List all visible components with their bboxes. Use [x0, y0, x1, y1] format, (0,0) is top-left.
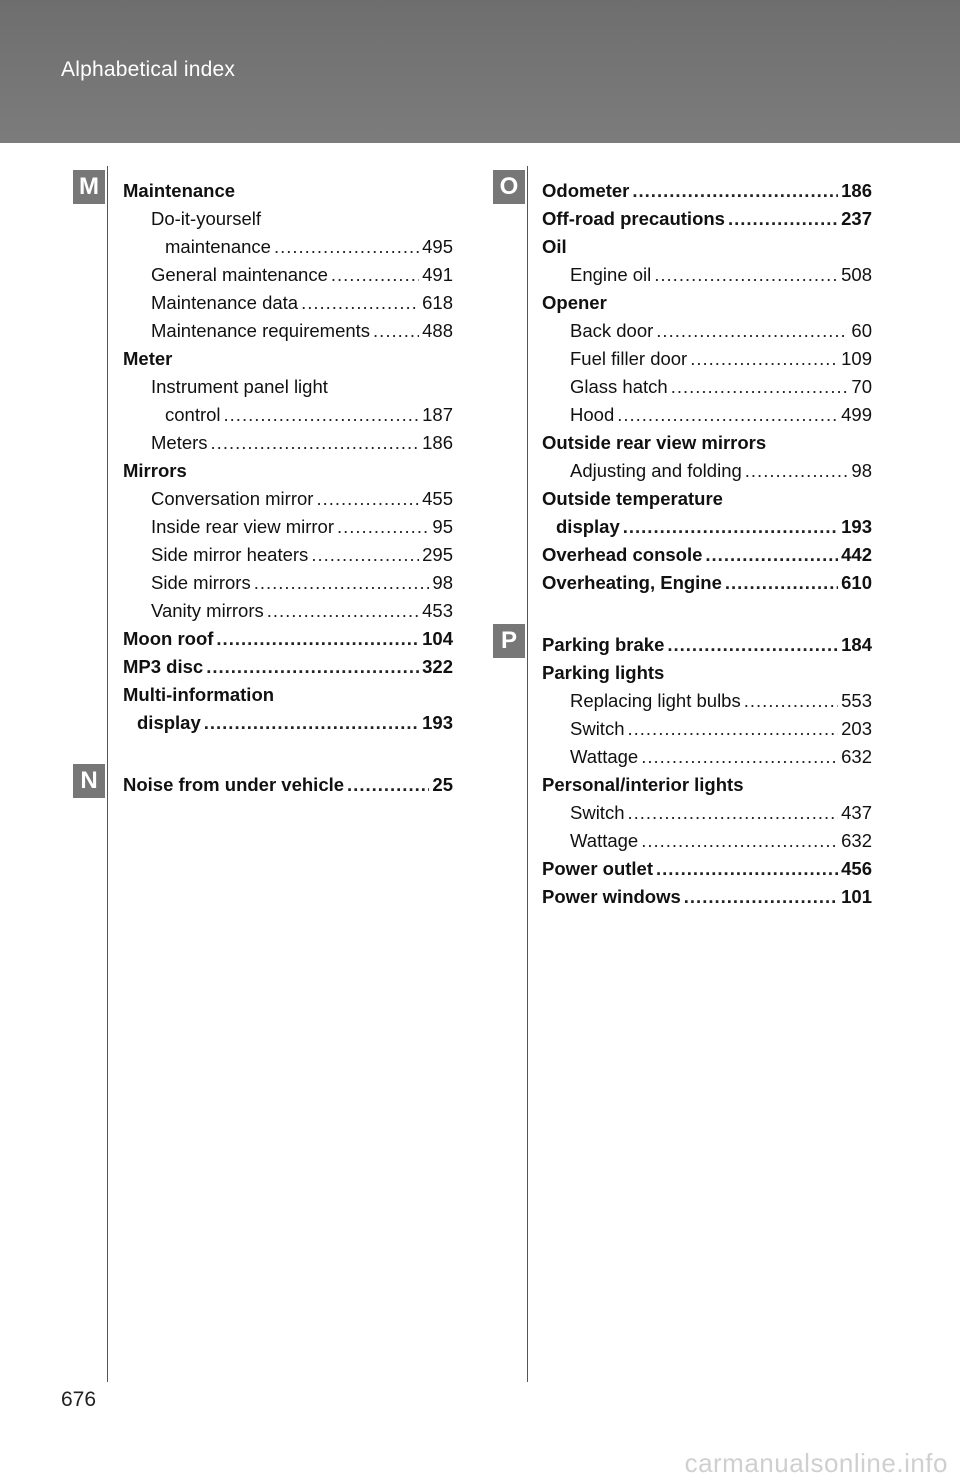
index-entry-label: Instrument panel light [151, 376, 328, 397]
dot-leader [206, 653, 419, 681]
index-entry [123, 541, 453, 569]
index-entry-label: Personal/interior lights [542, 774, 744, 795]
page-number: 676 [61, 1388, 97, 1411]
index-entry [542, 205, 872, 233]
dot-leader [667, 631, 838, 659]
dot-leader [744, 687, 838, 715]
index-entry-label: Adjusting and folding [570, 460, 742, 481]
index-entry [542, 883, 872, 911]
index-entry [542, 855, 872, 883]
index-entry-label: Mirrors [123, 460, 187, 481]
index-entry-label: Moon roof [123, 628, 214, 649]
index-entry [542, 513, 872, 541]
dot-leader [745, 457, 849, 485]
index-entry [123, 457, 453, 485]
index-entry-label: Replacing light bulbs [570, 690, 741, 711]
index-section-p [500, 627, 872, 911]
index-entry-label: Parking brake [542, 634, 665, 655]
index-entry-label: Power outlet [542, 858, 654, 879]
dot-leader [628, 715, 839, 743]
index-entry-page: 491 [422, 264, 453, 285]
index-entry-label: Meter [123, 348, 173, 369]
index-entry [123, 345, 453, 373]
index-entry-page: 193 [422, 712, 453, 733]
index-entry [123, 625, 453, 653]
dot-leader [725, 569, 838, 597]
index-entry-label: Glass hatch [570, 376, 668, 397]
index-entry [123, 681, 453, 709]
index-entry-page: 553 [841, 690, 872, 711]
dot-leader [267, 597, 419, 625]
index-entry-page: 187 [422, 404, 453, 425]
index-entry-label: Multi-information [123, 684, 275, 705]
index-entry-page: 98 [432, 572, 453, 593]
dot-leader [690, 345, 838, 373]
index-section-n [80, 767, 453, 799]
index-entry-label: Wattage [570, 830, 639, 851]
index-entry-label: Parking lights [542, 662, 665, 683]
index-entry [123, 205, 453, 233]
index-entry-label: Overheating, Engine [542, 572, 722, 593]
index-entry-label: Back door [570, 320, 654, 341]
index-entry-label: Opener [542, 292, 607, 313]
section-letter-tab: P [493, 624, 525, 658]
index-entry [542, 345, 872, 373]
index-entry-page: 495 [422, 236, 453, 257]
index-entry [542, 177, 872, 205]
index-entry-label: Fuel filler door [570, 348, 688, 369]
index-entry [123, 373, 453, 401]
index-entry-label: Side mirror heaters [151, 544, 309, 565]
index-entry-label: Outside rear view mirrors [542, 432, 767, 453]
index-entry-page: 104 [422, 628, 453, 649]
index-entry [542, 457, 872, 485]
index-entry [542, 743, 872, 771]
index-entry-page: 109 [841, 348, 872, 369]
index-entry [542, 261, 872, 289]
index-entry [542, 659, 872, 687]
index-entry [542, 429, 872, 457]
index-entry-page: 632 [841, 746, 872, 767]
index-entry-page: 632 [841, 830, 872, 851]
index-entry-label: Engine oil [570, 264, 652, 285]
index-entry-page: 184 [841, 634, 872, 655]
index-entry-page: 453 [422, 600, 453, 621]
dot-leader [211, 429, 420, 457]
index-entry-label: Outside temperature [542, 488, 723, 509]
dot-leader [224, 401, 420, 429]
index-entry-label: Conversation mirror [151, 488, 314, 509]
index-entry [123, 709, 453, 737]
index-entry-label: Inside rear view mirror [151, 516, 334, 537]
section-letter-tab: N [73, 764, 105, 798]
index-entry [123, 401, 453, 429]
index-entry-label: Overhead console [542, 544, 703, 565]
dot-leader [628, 799, 839, 827]
index-entry [542, 771, 872, 799]
watermark: carmanualsonline.info [684, 1448, 948, 1478]
index-entry-label: Side mirrors [151, 572, 251, 593]
index-section-o [499, 173, 872, 597]
index-entry [542, 317, 872, 345]
index-entry [542, 233, 872, 261]
index-entry-page: 186 [422, 432, 453, 453]
index-entry-page: 488 [422, 320, 453, 341]
index-entry [123, 233, 453, 261]
index-column-left [79, 173, 453, 799]
index-entry-page: 437 [841, 802, 872, 823]
index-entry-label: display [137, 712, 201, 733]
section-letter-tab: M [73, 170, 105, 204]
index-entry-label: MP3 disc [123, 656, 204, 677]
index-entry-label: Do-it-yourself [151, 208, 261, 229]
dot-leader [641, 827, 838, 855]
index-entry-label: Oil [542, 236, 567, 257]
dot-leader [617, 401, 838, 429]
index-entry-page: 237 [841, 208, 872, 229]
index-entry [542, 827, 872, 855]
dot-leader [311, 541, 419, 569]
index-entry [542, 373, 872, 401]
index-entry-label: Maintenance data [151, 292, 299, 313]
index-entry-page: 193 [841, 516, 872, 537]
index-entry-page: 98 [851, 460, 872, 481]
index-entry-label: Odometer [542, 180, 630, 201]
index-entry-label: Power windows [542, 886, 681, 907]
index-entry-label: control [165, 404, 221, 425]
dot-leader [216, 625, 419, 653]
index-entry-label: Maintenance [123, 180, 236, 201]
index-entry-page: 95 [432, 516, 453, 537]
dot-leader [684, 883, 838, 911]
index-section-m [79, 173, 453, 737]
index-column-right [499, 173, 872, 911]
index-entry-label: Maintenance requirements [151, 320, 371, 341]
index-entry [123, 429, 453, 457]
index-entry [542, 485, 872, 513]
index-entry-page: 60 [851, 320, 872, 341]
index-entry-label: maintenance [165, 236, 271, 257]
dot-leader [373, 317, 419, 345]
index-entry-page: 456 [841, 858, 872, 879]
index-entry [123, 513, 453, 541]
dot-leader [347, 771, 429, 799]
dot-leader [641, 743, 838, 771]
index-entry-page: 322 [422, 656, 453, 677]
index-entry-page: 203 [841, 718, 872, 739]
index-entry-label: Switch [570, 802, 625, 823]
index-entry-page: 442 [841, 544, 872, 565]
dot-leader [671, 373, 849, 401]
index-entry-page: 295 [422, 544, 453, 565]
index-entry [542, 541, 872, 569]
index-entry-page: 508 [841, 264, 872, 285]
index-entry [123, 261, 453, 289]
index-entry [542, 289, 872, 317]
index-entry-label: display [556, 516, 620, 537]
index-entry-page: 610 [841, 572, 872, 593]
index-entry-page: 70 [851, 376, 872, 397]
index-entry [123, 569, 453, 597]
dot-leader [254, 569, 430, 597]
index-entry [123, 653, 453, 681]
dot-leader [632, 177, 838, 205]
dot-leader [656, 855, 838, 883]
index-entry-page: 455 [422, 488, 453, 509]
dot-leader [274, 233, 419, 261]
index-entry-label: Meters [151, 432, 208, 453]
index-entry-label: Noise from under vehicle [123, 774, 345, 795]
index-entry-label: General maintenance [151, 264, 328, 285]
index-entry [542, 569, 872, 597]
index-entry-label: Hood [570, 404, 615, 425]
index-entry [123, 485, 453, 513]
index-entry [542, 631, 872, 659]
dot-leader [656, 317, 848, 345]
dot-leader [623, 513, 838, 541]
index-entry-page: 101 [841, 886, 872, 907]
index-entry-label: Switch [570, 718, 625, 739]
index-entry-page: 618 [422, 292, 453, 313]
index-entry-label: Vanity mirrors [151, 600, 264, 621]
index-entry [123, 317, 453, 345]
dot-leader [301, 289, 419, 317]
index-entry [542, 687, 872, 715]
index-entry-page: 186 [841, 180, 872, 201]
dot-leader [728, 205, 838, 233]
section-letter-tab: O [493, 170, 525, 204]
column-rule-left [107, 166, 108, 1382]
dot-leader [316, 485, 419, 513]
index-entry-label: Off-road precautions [542, 208, 725, 229]
index-entry [542, 401, 872, 429]
page-header [0, 0, 960, 143]
dot-leader [337, 513, 429, 541]
index-entry [123, 177, 453, 205]
index-entry-page: 499 [841, 404, 872, 425]
index-entry [123, 289, 453, 317]
dot-leader [705, 541, 838, 569]
dot-leader [331, 261, 419, 289]
index-entry-label: Wattage [570, 746, 639, 767]
header-title: Alphabetical index [61, 58, 236, 81]
dot-leader [654, 261, 838, 289]
index-entry [123, 771, 453, 799]
index-entry [542, 715, 872, 743]
dot-leader [204, 709, 419, 737]
index-entry-page: 25 [432, 774, 453, 795]
column-rule-right [527, 166, 528, 1382]
index-entry [542, 799, 872, 827]
index-entry [123, 597, 453, 625]
